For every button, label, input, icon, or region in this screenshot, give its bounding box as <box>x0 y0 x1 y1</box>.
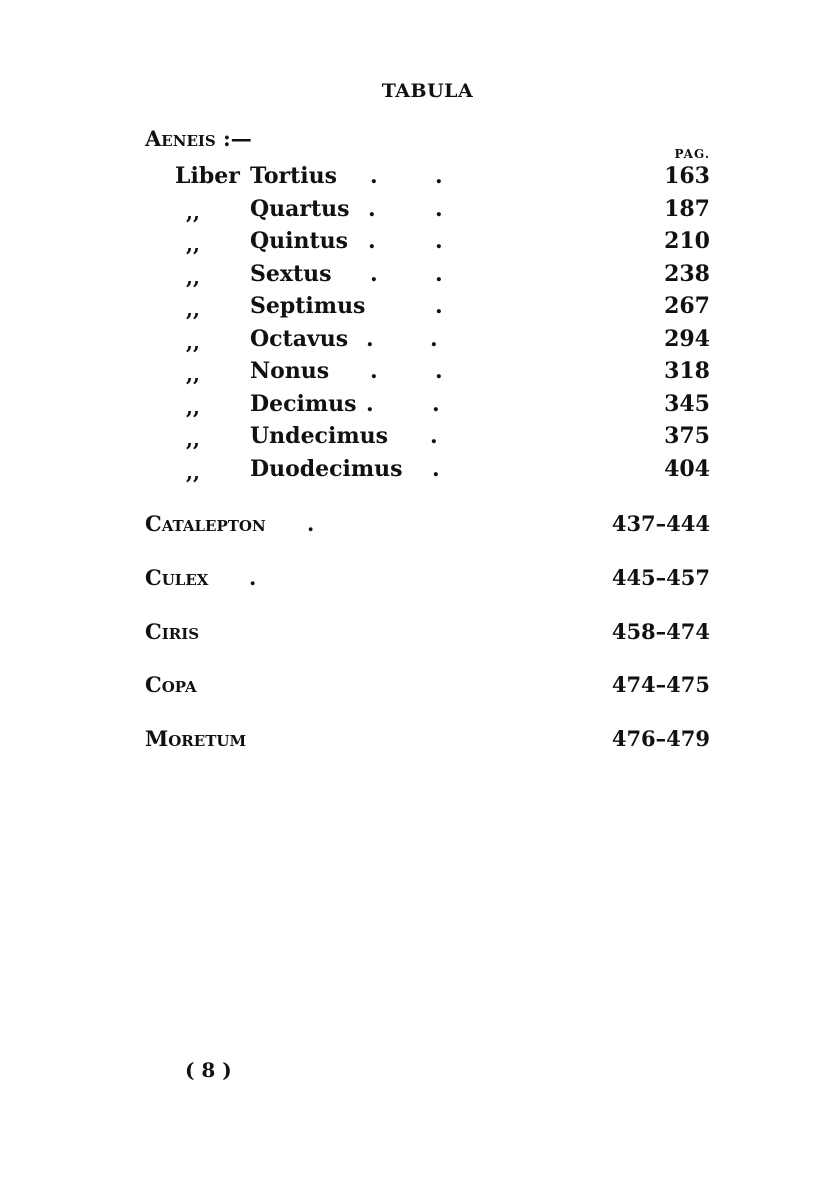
work-title: Catalepton <box>145 511 266 536</box>
page-number: 375 <box>664 423 710 449</box>
leader-dot: . <box>366 391 374 417</box>
ditto-mark: ,, <box>186 460 200 484</box>
toc-entry-copa <box>0 672 840 712</box>
page-number: 318 <box>664 358 710 384</box>
toc-entry-liber-tortius <box>0 163 840 195</box>
book-name: Duodecimus <box>250 456 403 482</box>
page-range: 458–474 <box>611 619 710 644</box>
page-number: 187 <box>664 196 710 222</box>
leader-dot: . <box>432 391 440 417</box>
toc-entry-catalepton <box>0 511 840 551</box>
book-name: Sextus <box>250 261 332 287</box>
page-number: 345 <box>664 391 710 417</box>
ditto-mark: ,, <box>186 265 200 289</box>
book-name: Decimus <box>250 391 357 417</box>
leader-dot: . <box>435 228 443 254</box>
book-name: Nonus <box>250 358 330 384</box>
page-range: 474–475 <box>611 672 710 697</box>
leader-dot: . <box>432 456 440 482</box>
ditto-mark: ,, <box>186 297 200 321</box>
book-name: Tortius <box>250 163 338 189</box>
leader-dot: . <box>430 423 438 449</box>
book-name: Quartus <box>250 196 350 222</box>
toc-entry-decimus <box>0 391 840 423</box>
leader-dot: . <box>370 358 378 384</box>
aeneis-heading: Aeneis :— <box>145 126 252 151</box>
toc-entry-undecimus <box>0 423 840 455</box>
page-range: 476–479 <box>611 726 710 751</box>
page-number: 163 <box>664 163 710 189</box>
ditto-mark: ,, <box>186 427 200 451</box>
ditto-mark: ,, <box>186 232 200 256</box>
leader-dot: . <box>307 511 315 536</box>
page-number: 294 <box>664 326 710 352</box>
leader-dot: . <box>435 261 443 287</box>
toc-entry-duodecimus <box>0 456 840 488</box>
work-title: Copa <box>145 672 197 697</box>
work-title: Culex <box>145 565 209 590</box>
toc-entry-sextus <box>0 261 840 293</box>
toc-entry-nonus <box>0 358 840 390</box>
toc-entry-culex <box>0 565 840 605</box>
page-title: TABULA <box>381 80 474 102</box>
leader-dot: . <box>370 163 378 189</box>
page-column-label: PAG. <box>674 147 710 161</box>
page-folio-number: ( 8 ) <box>185 1058 232 1082</box>
ditto-mark: ,, <box>186 200 200 224</box>
page-range: 445–457 <box>611 565 710 590</box>
work-title: Moretum <box>145 726 247 751</box>
leader-dot: . <box>430 326 438 352</box>
page-number: 238 <box>664 261 710 287</box>
leader-dot: . <box>368 196 376 222</box>
page-number: 404 <box>664 456 710 482</box>
work-title: Ciris <box>145 619 200 644</box>
leader-dot: . <box>435 163 443 189</box>
leader-dot: . <box>435 196 443 222</box>
leader-dot: . <box>435 293 443 319</box>
toc-entry-octavus <box>0 326 840 358</box>
leader-dot: . <box>249 565 257 590</box>
page-range: 437–444 <box>611 511 710 536</box>
leader-dot: . <box>370 261 378 287</box>
page-number: 210 <box>664 228 710 254</box>
leader-dot: . <box>368 228 376 254</box>
page-number: 267 <box>664 293 710 319</box>
leader-dot: . <box>366 326 374 352</box>
ditto-mark: ,, <box>186 362 200 386</box>
toc-entry-quartus <box>0 196 840 228</box>
toc-entry-ciris <box>0 619 840 659</box>
ditto-mark: ,, <box>186 395 200 419</box>
toc-entry-septimus <box>0 293 840 325</box>
ditto-mark: ,, <box>186 330 200 354</box>
book-name: Octavus <box>250 326 349 352</box>
book-name: Undecimus <box>250 423 388 449</box>
liber-label: Liber <box>175 163 240 189</box>
toc-entry-quintus <box>0 228 840 260</box>
book-name: Quintus <box>250 228 349 254</box>
book-name: Septimus <box>250 293 366 319</box>
leader-dot: . <box>435 358 443 384</box>
toc-entry-moretum <box>0 726 840 766</box>
